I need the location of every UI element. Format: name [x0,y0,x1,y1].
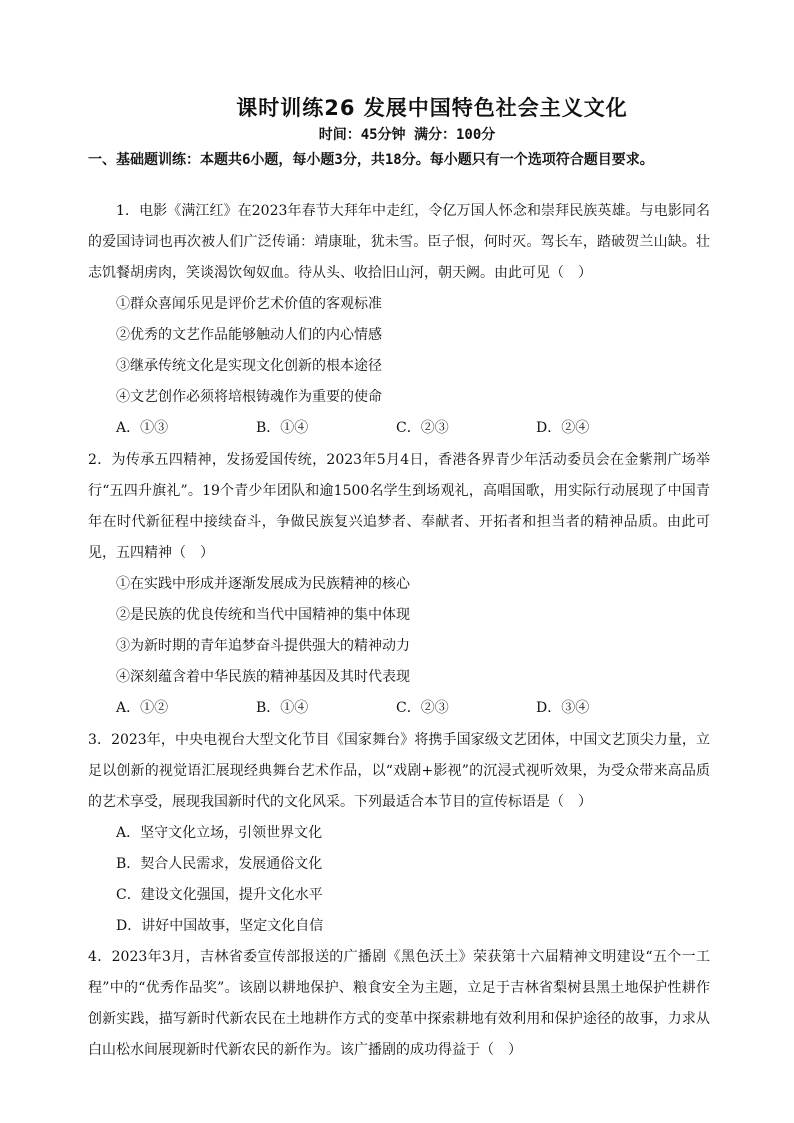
statement: ③为新时期的青年追梦奋斗提供强大的精神动力 [116,638,410,654]
question-stem: 1．电影《满江红》在2023年春节大拜年中走红，令亿万国人怀念和崇拜民族英雄。与电影同名的爱国诗词也再次被人们广泛传诵：靖康耻，犹未雪。臣子恨，何时灭。驾长车，踏破贺兰山缺。壮志饥餐胡虏肉，笑谈渴饮匈奴血。待从头、收拾旧山河，朝天阙。由此可见（ ） [88,203,710,281]
option-b: B．①④ [256,420,309,436]
statement: ④文艺创作必须将培根铸魂作为重要的使命 [116,389,382,405]
statement: ②是民族的优良传统和当代中国精神的集中体现 [116,607,410,623]
statement: ④深刻蕴含着中华民族的精神基因及其时代表现 [116,669,410,685]
statement: ①在实践中形成并逐渐发展成为民族精神的核心 [116,576,410,592]
question-4 [88,942,710,1066]
option-b: B．①④ [256,700,309,716]
answer-options [88,413,710,444]
option-d: D．②④ [536,420,590,436]
option-c: C．②③ [396,420,449,436]
exam-meta: 时间：45分钟 满分：100分 [318,127,496,143]
question-1 [88,196,710,444]
option-d: D．③④ [536,700,590,716]
statement: ①群众喜闻乐见是评价艺术价值的客观标准 [116,296,382,312]
page-title: 课时训练26 发展中国特色社会主义文化 [236,96,628,120]
question-2 [88,445,710,724]
statement: ③继承传统文化是实现文化创新的根本途径 [116,358,382,374]
option-c: C．②③ [396,700,449,716]
option-a: A．①③ [116,420,169,436]
option-b: B．契合人民需求，发展通俗文化 [116,856,323,872]
answer-options [88,693,710,724]
option-a: A．坚守文化立场，引领世界文化 [116,825,323,841]
question-stem: 2．为传承五四精神，发扬爱国传统，2023年5月4日，香港各界青少年活动委员会在金紫荆广场举行“五四升旗礼”。19个青少年团队和逾1500名学生到场观礼，高唱国歌，用实际行动展现了中国青年在时代新征程中接续奋斗，争做民族复兴追梦者、奉献者、开拓者和担当者的精神品质。由此可见，五四精神（ ） [88,452,710,561]
question-stem: 4．2023年3月，吉林省委宣传部报送的广播剧《黑色沃土》荣获第十六届精神文明建设“五个一工程”中的“优秀作品奖”。该剧以耕地保护、粮食安全为主题，立足于吉林省梨树县黑土地保护性耕作创新实践，描写新时代新农民在土地耕作方式的变革中探索耕地有效利用和保护途径的故事，力求从白山松水间展现新时代新农民的新作为。该广播剧的成功得益于（ ） [88,949,710,1058]
question-3 [88,725,710,942]
question-list [88,196,710,1066]
statement: ②优秀的文艺作品能够触动人们的内心情感 [116,327,382,343]
option-c: C．建设文化强国，提升文化水平 [116,887,323,903]
section-heading: 一、基础题训练：本题共6小题，每小题3分，共18分。每小题只有一个选项符合题目要求。 [88,152,654,168]
option-d: D．讲好中国故事，坚定文化自信 [116,918,324,934]
question-stem: 3．2023年，中央电视台大型文化节目《国家舞台》将携手国家级文艺团体，中国文艺顶尖力量，立足以创新的视觉语汇展现经典舞台艺术作品，以“戏剧+影视”的沉浸式视听效果，为受众带来高品质的艺术享受，展现我国新时代的文化风采。下列最适合本节目的宣传标语是（ ） [88,732,710,810]
option-a: A．①② [116,700,169,716]
